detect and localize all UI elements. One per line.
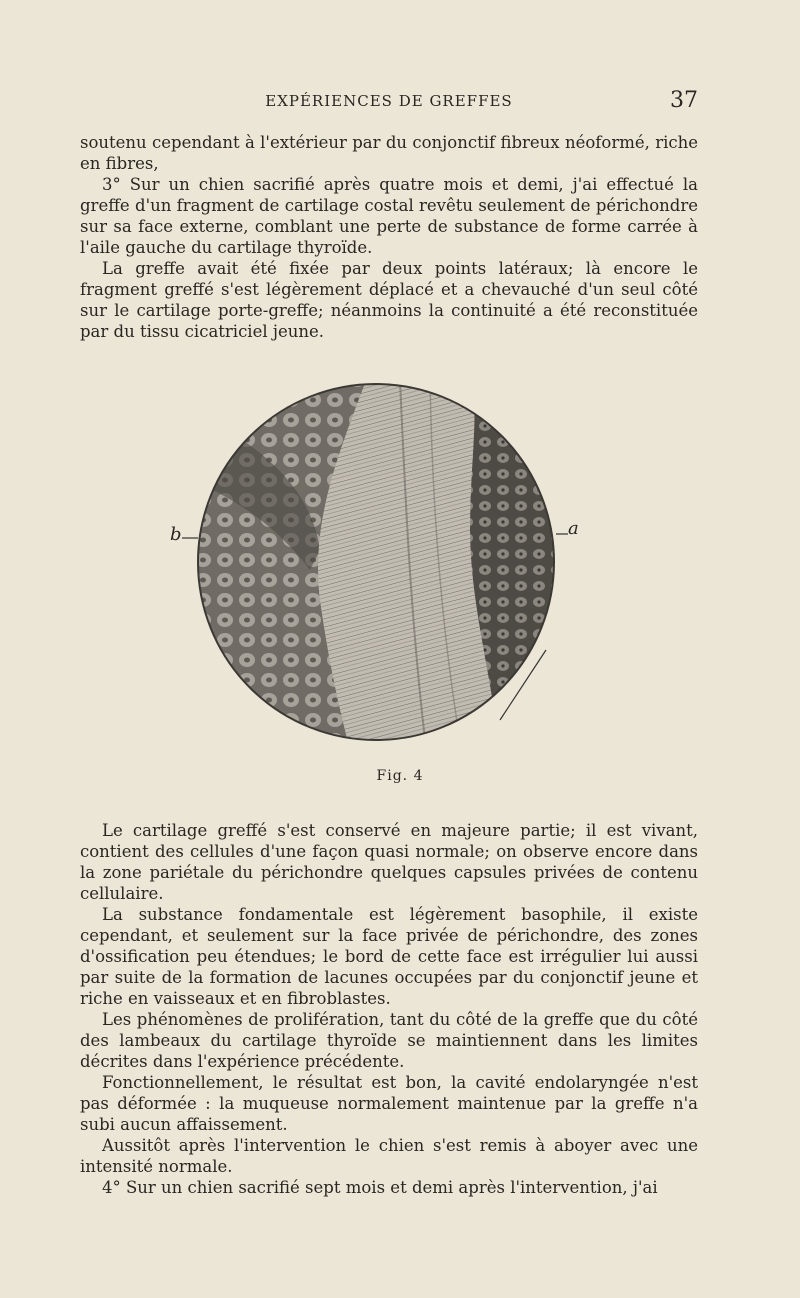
paragraph: Les phénomènes de prolifération, tant du côté de la greffe que du côté des lambeaux du cartilage thyroïde se maintiennent dans les limites décrites dans l'expérience précédente. xyxy=(80,1010,698,1071)
paragraph: Aussitôt après l'intervention le chien s'est remis à aboyer avec une intensité normale. xyxy=(80,1136,698,1176)
paragraph: soutenu cependant à l'extérieur par du conjonctif fibreux néoformé, riche en fibres, xyxy=(80,133,698,173)
paragraph: La substance fondamentale est légèrement basophile, il existe cependant, et seulement sur la face privée de périchondre, des zones d'ossification peu étendues; le bord de cette face est irrégulier lui aussi par suite de la formation de lacunes occupées par du conjonctif jeune et riche en vaisseaux et en fibroblastes. xyxy=(80,905,698,1008)
micrograph-illustration xyxy=(170,370,580,750)
figure-label-right: a xyxy=(568,518,579,539)
page-header xyxy=(80,88,698,118)
figure-label-left: b xyxy=(170,524,182,545)
figure-micrograph xyxy=(170,370,580,750)
paragraph: Fonctionnellement, le résultat est bon, la cavité endolaryngée n'est pas déformée : la muqueuse normalement maintenue par la greffe n'a subi aucun affaissement. xyxy=(80,1073,698,1134)
paragraph: Le cartilage greffé s'est conservé en majeure partie; il est vivant, contient des cellules d'une façon quasi normale; on observe encore dans la zone pariétale du périchondre quelques capsules privées de contenu cellulaire. xyxy=(80,821,698,903)
paragraph: La greffe avait été fixée par deux points latéraux; là encore le fragment greffé s'est légèrement déplacé et a chevauché d'un seul côté sur le cartilage porte-greffe; néanmoins la continuité a été reconstituée par du tissu cicatriciel jeune. xyxy=(80,259,698,341)
figure-caption: Fig. 4 xyxy=(376,768,424,784)
text-block-bottom xyxy=(80,820,698,1198)
text-block-top xyxy=(80,132,698,342)
page-number: 37 xyxy=(670,88,698,113)
running-title: EXPÉRIENCES DE GREFFES xyxy=(265,92,513,110)
paragraph: 4° Sur un chien sacrifié sept mois et demi après l'intervention, j'ai xyxy=(102,1178,658,1197)
paragraph: 3° Sur un chien sacrifié après quatre mois et demi, j'ai effectué la greffe d'un fragment de cartilage costal revêtu seulement de périchondre sur sa face externe, comblant une perte de substance de forme carrée à l'aile gauche du cartilage thyroïde. xyxy=(80,175,698,257)
